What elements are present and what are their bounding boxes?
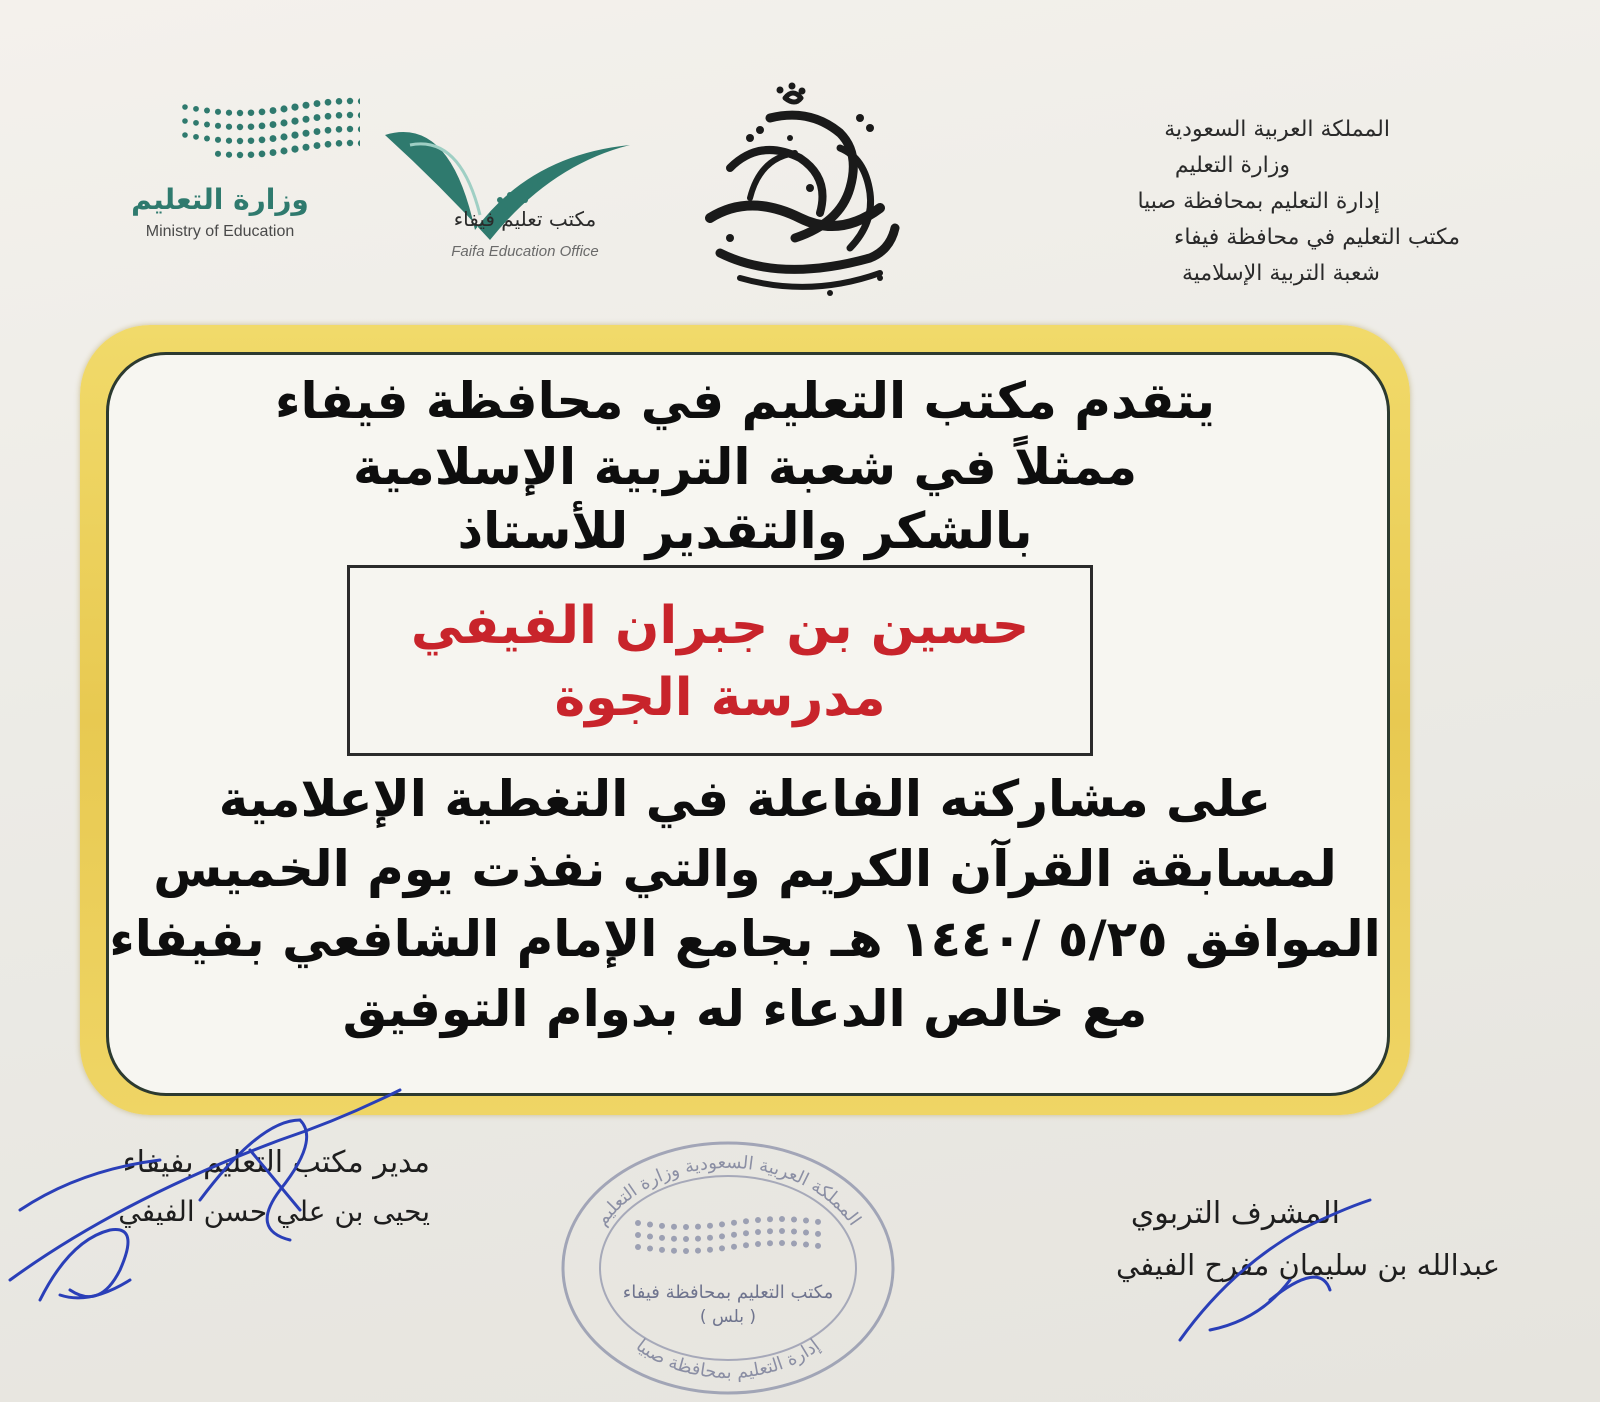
header-line-directorate: إدارة التعليم بمحافظة صبيا <box>1137 189 1380 214</box>
stamp-bottom-text: إدارة التعليم بمحافظة صبيا <box>632 1335 824 1384</box>
intro-line-1: يتقدم مكتب التعليم في محافظة فيفاء <box>274 372 1215 430</box>
ministry-name-ar: وزارة التعليم <box>131 183 309 216</box>
body-line-3: الموافق ٥/٢٥ /١٤٤٠ هـ بجامع الإمام الشافعي بفيفاء <box>109 910 1381 968</box>
recipient-school: مدرسة الجوة <box>554 668 886 728</box>
faifa-office-name-ar: مكتب تعليم فيفاء <box>453 207 597 231</box>
calligraphy-thanks-icon <box>690 78 910 303</box>
right-signature-scribble <box>1170 1190 1390 1350</box>
recipient-name: حسين بن جبران الفيفي <box>410 596 1030 656</box>
header-line-ministry: وزارة التعليم <box>1174 153 1290 178</box>
intro-line-3: بالشكر والتقدير للأستاذ <box>457 502 1033 560</box>
body-line-4: مع خالص الدعاء له بدوام التوفيق <box>342 980 1148 1038</box>
left-signature-scribble <box>0 1080 420 1310</box>
right-signatory-title: المشرف التربوي <box>1130 1196 1340 1231</box>
official-stamp <box>548 1128 908 1398</box>
ministry-header <box>990 112 1460 292</box>
right-signatory-name: عبدالله بن سليمان مفرح الفيفي <box>1116 1248 1500 1282</box>
ministry-logo <box>90 95 360 255</box>
left-signatory-name: يحيى بن علي حسن الفيفي <box>118 1195 430 1228</box>
intro-line-2: ممثلاً في شعبة التربية الإسلامية <box>352 438 1138 496</box>
ministry-name-en: Ministry of Education <box>145 223 295 240</box>
faifa-office-logo <box>380 115 640 275</box>
recipient-box <box>347 565 1093 756</box>
body-line-2: لمسابقة القرآن الكريم والتي نفذت يوم الخميس <box>153 840 1337 898</box>
body-line-1: على مشاركته الفاعلة في التغطية الإعلامية <box>218 770 1272 828</box>
stamp-office-text: مكتب التعليم بمحافظة فيفاء <box>622 1282 834 1303</box>
left-signatory-title: مدير مكتب التعليم بفيفاء <box>122 1145 430 1180</box>
header-line-department: شعبة التربية الإسلامية <box>1181 261 1380 286</box>
stamp-outer-text: المملكة العربية السعودية وزارة التعليم <box>591 1151 866 1230</box>
header-line-country: المملكة العربية السعودية <box>1164 117 1390 142</box>
header-line-office: مكتب التعليم في محافظة فيفاء <box>1173 225 1460 250</box>
svg-text:المملكة العربية السعودية وزارة <box>591 1152 865 1230</box>
stamp-code-text: ( بلس ) <box>699 1307 757 1327</box>
ministry-dots-icon <box>90 95 360 185</box>
faifa-office-name-en: Faifa Education Office <box>451 243 599 260</box>
